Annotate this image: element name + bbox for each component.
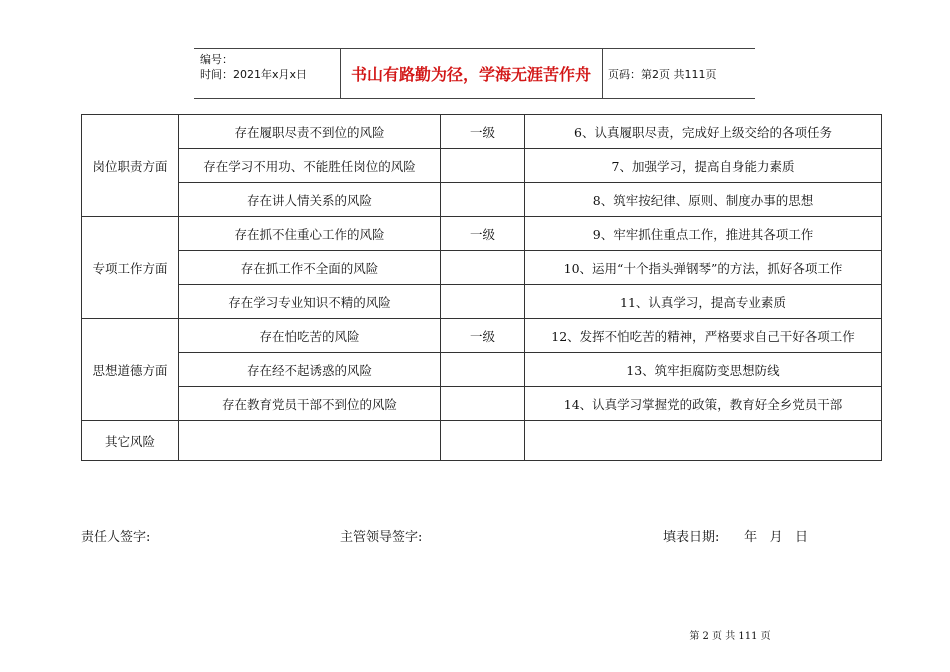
measure-cell: 7、加强学习，提高自身能力素质: [525, 149, 882, 183]
level-cell: 一级: [441, 115, 525, 149]
table-row: [82, 285, 882, 319]
table-row: [82, 115, 882, 149]
level-cell: [441, 421, 525, 461]
fill-date-label: 填表日期: 年 月 日: [663, 530, 808, 545]
table-row: [82, 217, 882, 251]
risk-cell: 存在抓工作不全面的风险: [179, 251, 441, 285]
risk-table: [81, 114, 882, 461]
level-cell: [441, 285, 525, 319]
table-row: [82, 251, 882, 285]
page-footer: 第 2 页 共 111 页: [689, 631, 771, 642]
category-cell: 思想道德方面: [82, 319, 179, 421]
level-cell: [441, 387, 525, 421]
header-divider: [602, 49, 603, 98]
risk-cell: 存在讲人情关系的风险: [179, 183, 441, 217]
category-cell: 岗位职责方面: [82, 115, 179, 217]
measure-cell: 12、发挥不怕吃苦的精神，严格要求自己干好各项工作: [525, 319, 882, 353]
other-risk-label: 其它风险: [82, 421, 179, 461]
document-number-label: 编号：: [200, 53, 233, 66]
measure-cell: 6、认真履职尽责，完成好上级交给的各项任务: [525, 115, 882, 149]
header-motto: 书山有路勤为径，学海无涯苦作舟: [350, 65, 591, 84]
measure-cell: 13、筑牢拒腐防变思想防线: [525, 353, 882, 387]
risk-cell: 存在教育党员干部不到位的风险: [179, 387, 441, 421]
responsible-signature-label: 责任人签字:: [81, 530, 151, 545]
level-cell: [441, 353, 525, 387]
document-date-label: 时间：2021年x月x日: [200, 68, 308, 81]
risk-cell: 存在学习不用功、不能胜任岗位的风险: [179, 149, 441, 183]
measure-cell: 11、认真学习，提高专业素质: [525, 285, 882, 319]
table-row: [82, 387, 882, 421]
table-row: [82, 149, 882, 183]
measure-cell: 10、运用“十个指头弹钢琴”的方法，抓好各项工作: [525, 251, 882, 285]
table-row: [82, 183, 882, 217]
page-header: [194, 48, 755, 99]
table-row: [82, 353, 882, 387]
leader-signature-label: 主管领导签字:: [340, 530, 423, 545]
risk-cell: 存在学习专业知识不精的风险: [179, 285, 441, 319]
measure-cell: [525, 421, 882, 461]
level-cell: 一级: [441, 319, 525, 353]
header-page-info: 页码：第2页 共111页: [608, 67, 717, 81]
level-cell: [441, 251, 525, 285]
category-cell: 专项工作方面: [82, 217, 179, 319]
header-meta: [200, 52, 340, 82]
level-cell: [441, 183, 525, 217]
measure-cell: 14、认真学习掌握党的政策，教育好全乡党员干部: [525, 387, 882, 421]
risk-cell: [179, 421, 441, 461]
table-row: [82, 319, 882, 353]
level-cell: [441, 149, 525, 183]
table-row: [82, 421, 882, 461]
level-cell: 一级: [441, 217, 525, 251]
measure-cell: 9、牢牢抓住重点工作，推进其各项工作: [525, 217, 882, 251]
risk-cell: 存在履职尽责不到位的风险: [179, 115, 441, 149]
measure-cell: 8、筑牢按纪律、原则、制度办事的思想: [525, 183, 882, 217]
risk-cell: 存在抓不住重心工作的风险: [179, 217, 441, 251]
risk-cell: 存在经不起诱惑的风险: [179, 353, 441, 387]
risk-cell: 存在怕吃苦的风险: [179, 319, 441, 353]
